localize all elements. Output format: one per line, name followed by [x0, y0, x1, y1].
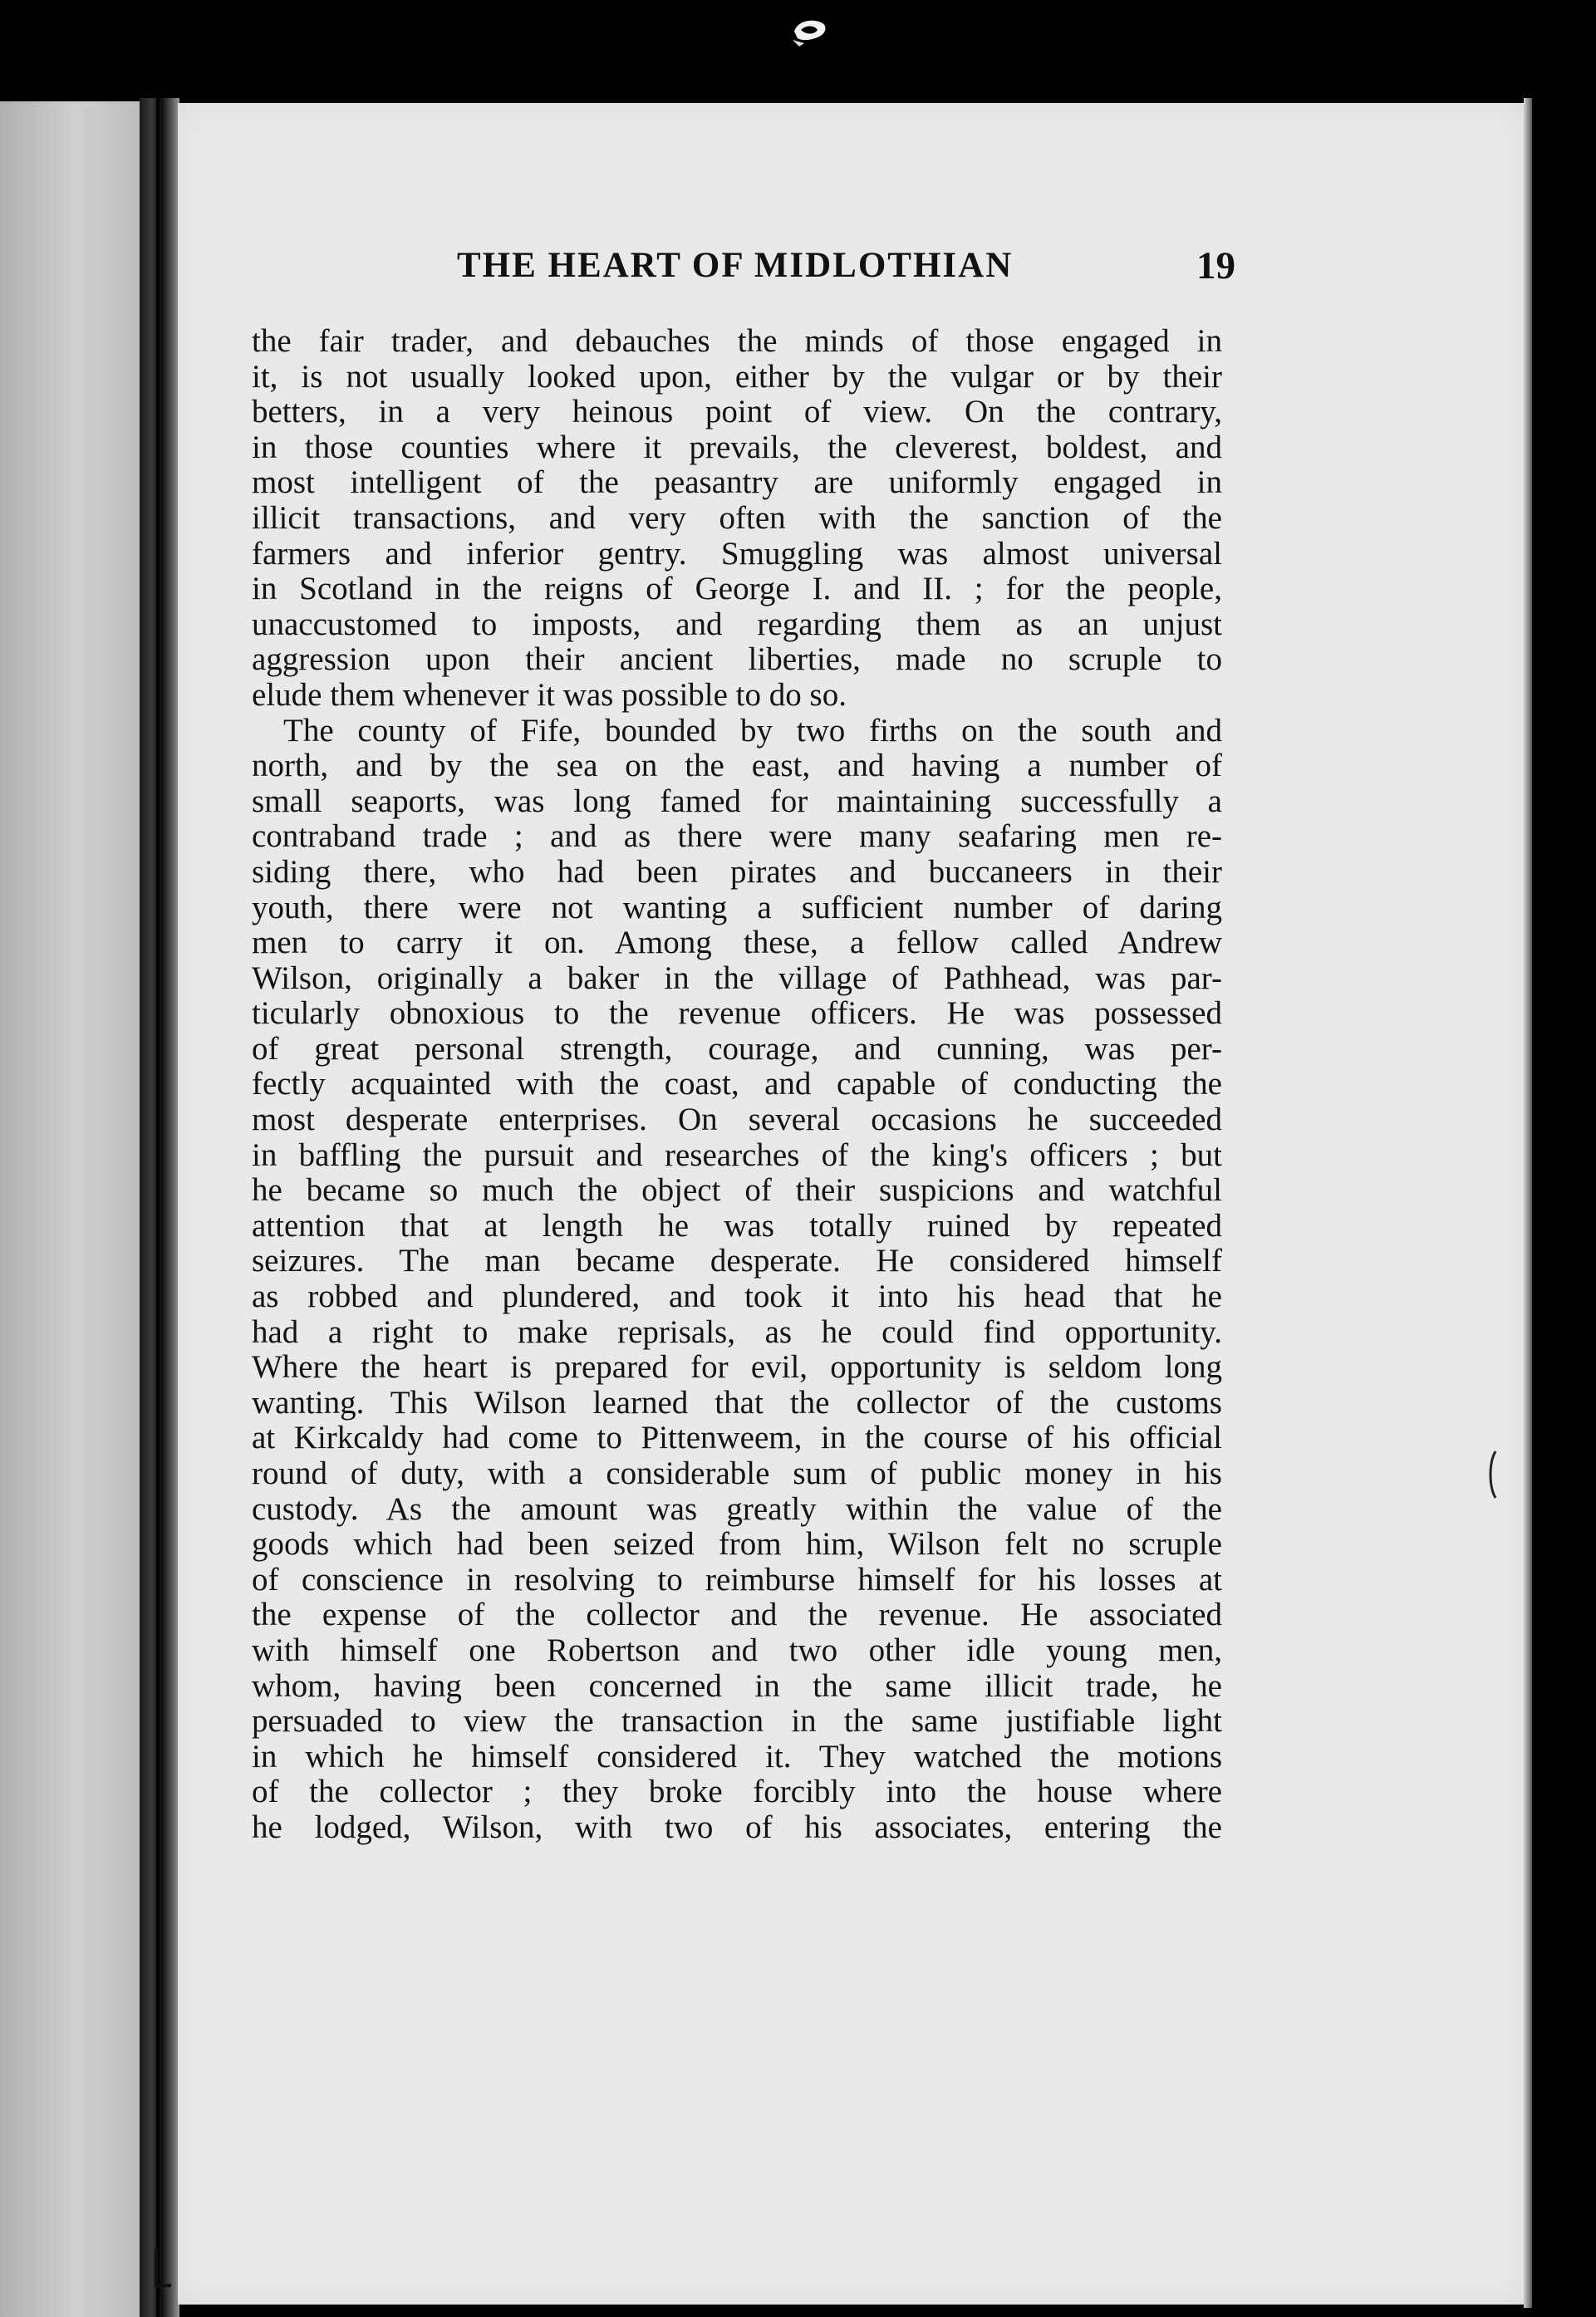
text-line: with himself one Robertson and two other idle young men, [252, 1632, 1222, 1668]
text-line: had a right to make reprisals, as he could find opportunity. [252, 1313, 1222, 1350]
text-line: he became so much the object of their suspicions and watchful [252, 1172, 1222, 1209]
text-line: in baffling the pursuit and researches of the king's officers ; but [252, 1136, 1222, 1173]
text-line: wanting. This Wilson learned that the collector of the customs [252, 1384, 1222, 1421]
text-line: it, is not usually looked upon, either by the vulgar or by their [252, 358, 1222, 395]
body-text [252, 324, 1222, 1846]
paragraph-1 [252, 324, 1222, 714]
paragraph-2 [252, 714, 1222, 1846]
text-line: most intelligent of the peasantry are uniformly engaged in [252, 464, 1222, 501]
text-line: men to carry it on. Among these, a fellow called Andrew [252, 925, 1222, 961]
text-line: Wilson, originally a baker in the village of Pathhead, was par- [252, 960, 1222, 996]
text-line: seizures. The man became desperate. He considered himself [252, 1243, 1222, 1279]
text-line: custody. As the amount was greatly within the value of the [252, 1490, 1222, 1527]
text-line: betters, in a very heinous point of view. On the contrary, [252, 394, 1222, 430]
text-line: of conscience in resolving to reimburse himself for his losses at [252, 1561, 1222, 1598]
running-title: THE HEART OF MIDLOTHIAN [457, 246, 1014, 285]
text-line: goods which had been seized from him, Wilson felt no scruple [252, 1526, 1222, 1563]
text-line: ticularly obnoxious to the revenue officers. He was possessed [252, 995, 1222, 1032]
text-line: at Kirkcaldy had come to Pittenweem, in the course of his official [252, 1420, 1222, 1456]
text-line: of the collector ; they broke forcibly into the house where [252, 1774, 1222, 1810]
running-header [457, 244, 1235, 303]
text-line: as robbed and plundered, and took it into his head that he [252, 1279, 1222, 1315]
facing-page-edge [0, 101, 140, 2317]
book-gutter [140, 98, 179, 2317]
text-line: in those counties where it prevails, the cleverest, boldest, and [252, 429, 1222, 465]
text-line: in which he himself considered it. They watched the motions [252, 1738, 1222, 1775]
text-line: illicit transactions, and very often with the sanction of the [252, 499, 1222, 536]
text-line: Where the heart is prepared for evil, opportunity is seldom long [252, 1349, 1222, 1386]
text-line: he lodged, Wilson, with two of his associates, entering the [252, 1809, 1222, 1845]
corner-tick-mark [151, 2247, 176, 2289]
ink-smudge-icon [789, 15, 831, 48]
text-line: elude them whenever it was possible to do so. [252, 676, 847, 713]
text-line: attention that at length he was totally ruined by repeated [252, 1207, 1222, 1244]
text-line: whom, having been concerned in the same illicit trade, he [252, 1667, 1222, 1704]
margin-bracket-mark [1487, 1450, 1499, 1500]
text-line: round of duty, with a considerable sum of public money in his [252, 1455, 1222, 1491]
text-line: siding there, who had been pirates and buccaneers in their [252, 853, 1222, 890]
text-line: north, and by the sea on the east, and having a number of [252, 748, 1222, 784]
text-line: of great personal strength, courage, and cunning, was per- [252, 1030, 1222, 1067]
text-line: most desperate enterprises. On several occasions he succeeded [252, 1102, 1222, 1138]
text-line: small seaports, was long famed for maintaining successfully a [252, 783, 1222, 819]
text-line: farmers and inferior gentry. Smuggling was almost universal [252, 535, 1222, 572]
text-line: in Scotland in the reigns of George I. and II. ; for the people, [252, 571, 1222, 607]
text-line: persuaded to view the transaction in the same justifiable light [252, 1703, 1222, 1740]
text-line: the expense of the collector and the revenue. He associated [252, 1597, 1222, 1633]
gutter-shadow-line [156, 98, 160, 2317]
page-number: 19 [1196, 244, 1235, 287]
text-line: fectly acquainted with the coast, and capable of conducting the [252, 1066, 1222, 1102]
text-line: youth, there were not wanting a sufficient number of daring [252, 889, 1222, 925]
text-line: contraband trade ; and as there were many seafaring men re- [252, 818, 1222, 855]
scan-background-right [1532, 0, 1596, 2317]
page-right-edge [1524, 98, 1532, 2308]
text-line: unaccustomed to imposts, and regarding them as an unjust [252, 606, 1222, 642]
text-line: The county of Fife, bounded by two firths on the south and [283, 712, 1222, 749]
text-line: the fair trader, and debauches the minds of those engaged in [252, 323, 1222, 359]
text-line: aggression upon their ancient liberties, made no scruple to [252, 641, 1222, 678]
